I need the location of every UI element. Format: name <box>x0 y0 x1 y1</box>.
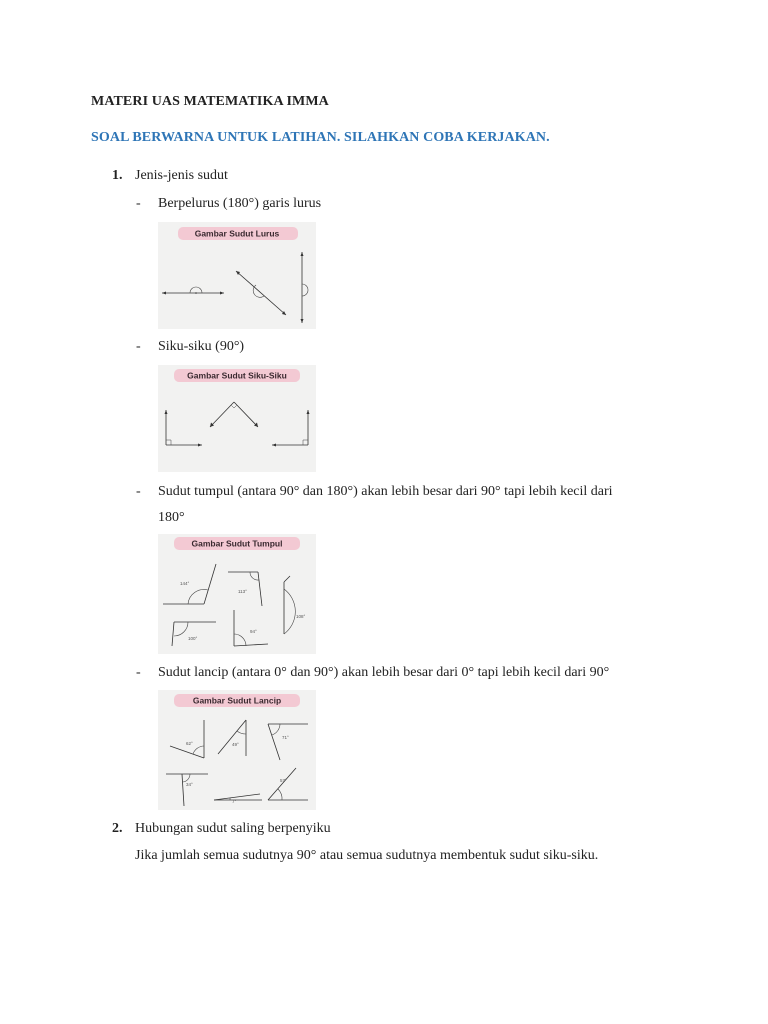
figure-acute-title: Gambar Sudut Lancip <box>192 695 282 706</box>
angle-label: 144° <box>180 581 190 586</box>
angle-label: 113° <box>238 589 247 594</box>
item-bullet: - <box>136 339 141 354</box>
section-1-heading: Jenis-jenis sudut <box>135 168 228 183</box>
figure-obtuse-angle <box>158 534 316 654</box>
item-bullet: - <box>136 196 141 211</box>
item-right-angle-text: Siku-siku (90°) <box>158 339 245 354</box>
figure-straight-title: Gambar Sudut Lurus <box>194 228 280 239</box>
item-obtuse-angle-text-cont: 180° <box>158 510 185 525</box>
angle-label: 71° <box>282 735 289 740</box>
angle-label: 100° <box>188 636 198 641</box>
angle-label: 34° <box>186 782 193 787</box>
document-title: MATERI UAS MATEMATIKA IMMA <box>91 94 329 109</box>
angle-label: 62° <box>186 741 193 746</box>
section-2-heading: Hubungan sudut saling berpenyiku <box>135 821 331 836</box>
item-bullet: - <box>136 484 141 499</box>
document-subtitle: SOAL BERWARNA UNTUK LATIHAN. SILAHKAN COBA KERJAKAN. <box>91 130 550 145</box>
angle-label: 94° <box>250 629 257 634</box>
angle-label: 7° <box>232 799 237 804</box>
angle-label: 108° <box>296 614 306 619</box>
item-obtuse-angle-text: Sudut tumpul (antara 90° dan 180°) akan lebih besar dari 90° tapi lebih kecil dari <box>158 484 613 499</box>
section-2-body: Jika jumlah semua sudutnya 90° atau semua sudutnya membentuk sudut siku-siku. <box>135 848 599 863</box>
angle-label: 49° <box>232 742 239 747</box>
figure-right-title: Gambar Sudut Siku-Siku <box>187 370 287 381</box>
figure-obtuse-title: Gambar Sudut Tumpul <box>191 538 283 549</box>
item-straight-angle-text: Berpelurus (180°) garis lurus <box>158 196 322 211</box>
figure-right-angle <box>158 365 316 472</box>
figure-acute-angle <box>158 690 316 810</box>
figure-straight-angle <box>158 222 316 329</box>
item-acute-angle-text: Sudut lancip (antara 0° dan 90°) akan lebih besar dari 0° tapi lebih kecil dari 90° <box>158 665 610 680</box>
angle-label: 57° <box>280 778 287 783</box>
item-bullet: - <box>136 665 141 680</box>
section-1-number: 1. <box>112 168 123 183</box>
section-2-number: 2. <box>112 821 123 836</box>
